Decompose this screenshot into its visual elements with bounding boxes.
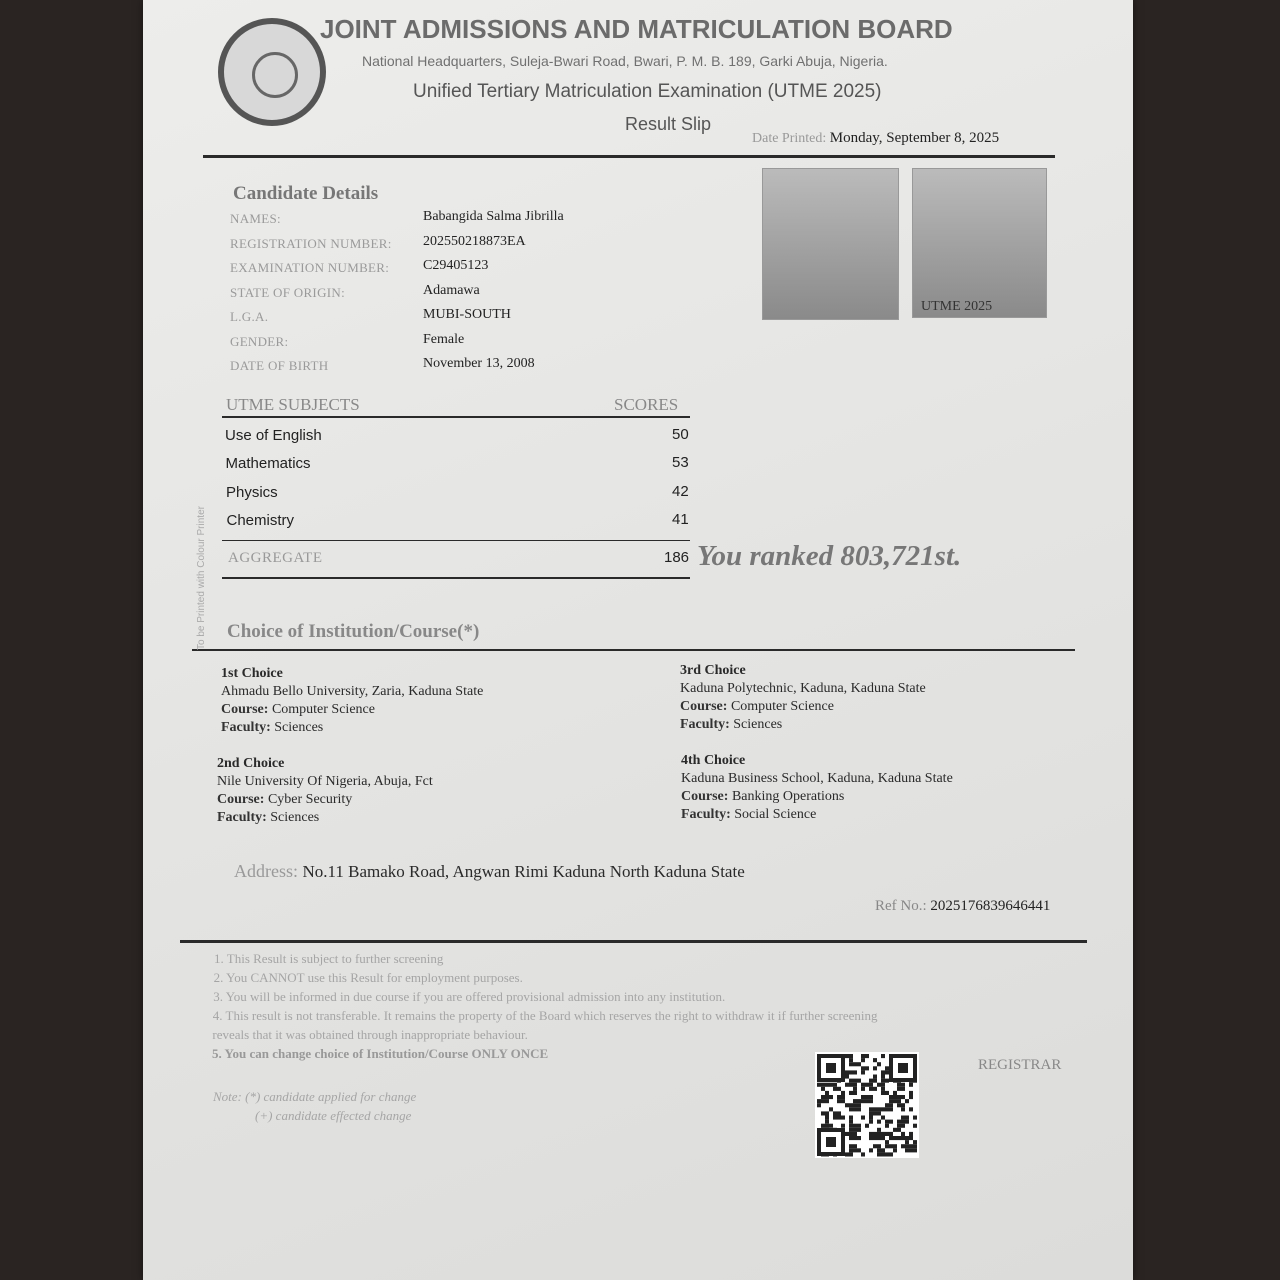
- note-item: reveals that it was obtained through inappropriate behaviour.: [212, 1027, 528, 1042]
- aggregate-label: AGGREGATE: [228, 550, 323, 566]
- field-label: REGISTRATION NUMBER:: [230, 235, 392, 251]
- field-label: STATE OF ORIGIN:: [230, 284, 345, 300]
- ref-value: 2025176839646441: [930, 898, 1051, 914]
- address-line: [234, 861, 745, 882]
- subject-name: Use of English: [225, 427, 322, 444]
- field-label: GENDER:: [230, 333, 289, 349]
- photo-caption: UTME 2025: [921, 299, 993, 314]
- candidate-photo-2: [912, 168, 1047, 318]
- course-label: Course:: [221, 702, 269, 717]
- field-value: Adamawa: [423, 282, 480, 298]
- choice-faculty: Social Science: [734, 807, 817, 822]
- footer-divider: [180, 940, 1087, 943]
- choice-institution: Nile University Of Nigeria, Abuja, Fct: [217, 774, 433, 789]
- note-item: 5. You can change choice of Institution/Course ONLY ONCE: [212, 1046, 549, 1061]
- rank-text: You ranked 803,721st.: [697, 540, 962, 572]
- choice-block: [681, 752, 953, 824]
- address-value: No.11 Bamako Road, Angwan Rimi Kaduna North Kaduna State: [302, 862, 745, 881]
- exam-title: Unified Tertiary Matriculation Examination (UTME 2025): [413, 81, 882, 102]
- choice-title: 4th Choice: [681, 753, 746, 768]
- faculty-label: Faculty:: [680, 717, 730, 732]
- subject-name: Mathematics: [225, 455, 311, 473]
- field-value: C29405123: [423, 258, 489, 273]
- address-label: Address:: [234, 861, 298, 881]
- doc-title: Result Slip: [625, 114, 712, 134]
- registrar-label: REGISTRAR: [978, 1057, 1062, 1073]
- choice-faculty: Sciences: [733, 717, 783, 732]
- printer-note: To be Printed with Colour Printer: [196, 506, 207, 650]
- faculty-label: Faculty:: [217, 810, 267, 825]
- choice-block: [221, 665, 483, 737]
- field-label: DATE OF BIRTH: [230, 358, 329, 373]
- faculty-label: Faculty:: [221, 720, 271, 735]
- candidate-heading: Candidate Details: [233, 183, 379, 204]
- subjects-divider: [222, 416, 690, 418]
- subject-score: 50: [672, 426, 689, 443]
- field-label: NAMES:: [230, 211, 281, 226]
- date-label: Date Printed:: [752, 131, 827, 146]
- field-label: L.G.A.: [230, 309, 269, 324]
- field-value: 202550218873EA: [423, 233, 526, 249]
- field-label: EXAMINATION NUMBER:: [230, 260, 390, 275]
- note-item: 3. You will be informed in due course if you are offered provisional admission into any institution.: [213, 989, 726, 1004]
- legend-line-1: Note: (*) candidate applied for change: [213, 1089, 417, 1104]
- subjects-bottom-line: [222, 540, 690, 541]
- choices-divider: [192, 649, 1075, 651]
- choices-heading: Choice of Institution/Course(*): [227, 621, 480, 642]
- note-item: 2. You CANNOT use this Result for employment purposes.: [213, 970, 523, 985]
- choice-course: Cyber Security: [267, 792, 353, 807]
- course-label: Course:: [680, 699, 728, 714]
- choice-course: Computer Science: [730, 699, 834, 714]
- course-label: Course:: [681, 789, 729, 804]
- choice-faculty: Sciences: [270, 810, 320, 825]
- choice-course: Banking Operations: [731, 789, 845, 804]
- subject-name: Chemistry: [226, 511, 295, 529]
- aggregate-score: 186: [664, 549, 690, 566]
- course-label: Course:: [217, 792, 265, 807]
- choice-title: 3rd Choice: [680, 663, 746, 678]
- choice-institution: Kaduna Polytechnic, Kaduna, Kaduna State: [680, 681, 926, 696]
- note-item: 4. This result is not transferable. It remains the property of the Board which reserves the right to withdraw it if further screening: [212, 1008, 878, 1023]
- note-item: 1. This Result is subject to further screening: [214, 951, 444, 966]
- choice-institution: Kaduna Business School, Kaduna, Kaduna State: [681, 771, 953, 786]
- subject-score: 42: [672, 482, 689, 500]
- subject-score: 53: [672, 454, 689, 472]
- choice-faculty: Sciences: [274, 720, 324, 735]
- board-address: National Headquarters, Suleja-Bwari Road, Bwari, P. M. B. 189, Garki Abuja, Nigeria.: [362, 53, 888, 69]
- date-printed: [752, 130, 999, 147]
- legend-line-2: (+) candidate effected change: [255, 1108, 412, 1123]
- faculty-label: Faculty:: [681, 807, 731, 822]
- board-title: JOINT ADMISSIONS AND MATRICULATION BOARD: [320, 14, 953, 44]
- ref-label: Ref No.:: [875, 898, 927, 914]
- field-value: MUBI-SOUTH: [423, 307, 511, 322]
- field-value: Female: [423, 331, 465, 347]
- scores-header: SCORES: [614, 395, 679, 414]
- subject-name: Physics: [226, 483, 278, 501]
- jamb-logo: [218, 18, 326, 126]
- ref-line: [875, 898, 1050, 915]
- subject-score: 41: [672, 510, 689, 528]
- choice-course: Computer Science: [271, 702, 375, 717]
- field-value: Babangida Salma Jibrilla: [423, 209, 564, 224]
- qr-code: [815, 1052, 919, 1158]
- candidate-photo-1: [762, 168, 899, 320]
- date-value: Monday, September 8, 2025: [829, 130, 1000, 146]
- choice-block: [680, 662, 926, 734]
- choice-block: [217, 755, 433, 827]
- subjects-header: UTME SUBJECTS: [226, 395, 360, 414]
- choice-title: 1st Choice: [221, 666, 283, 681]
- choice-institution: Ahmadu Bello University, Zaria, Kaduna State: [221, 684, 484, 699]
- header-divider: [203, 155, 1055, 158]
- choice-title: 2nd Choice: [217, 756, 285, 771]
- field-value: November 13, 2008: [423, 356, 535, 371]
- aggregate-line: [222, 577, 690, 579]
